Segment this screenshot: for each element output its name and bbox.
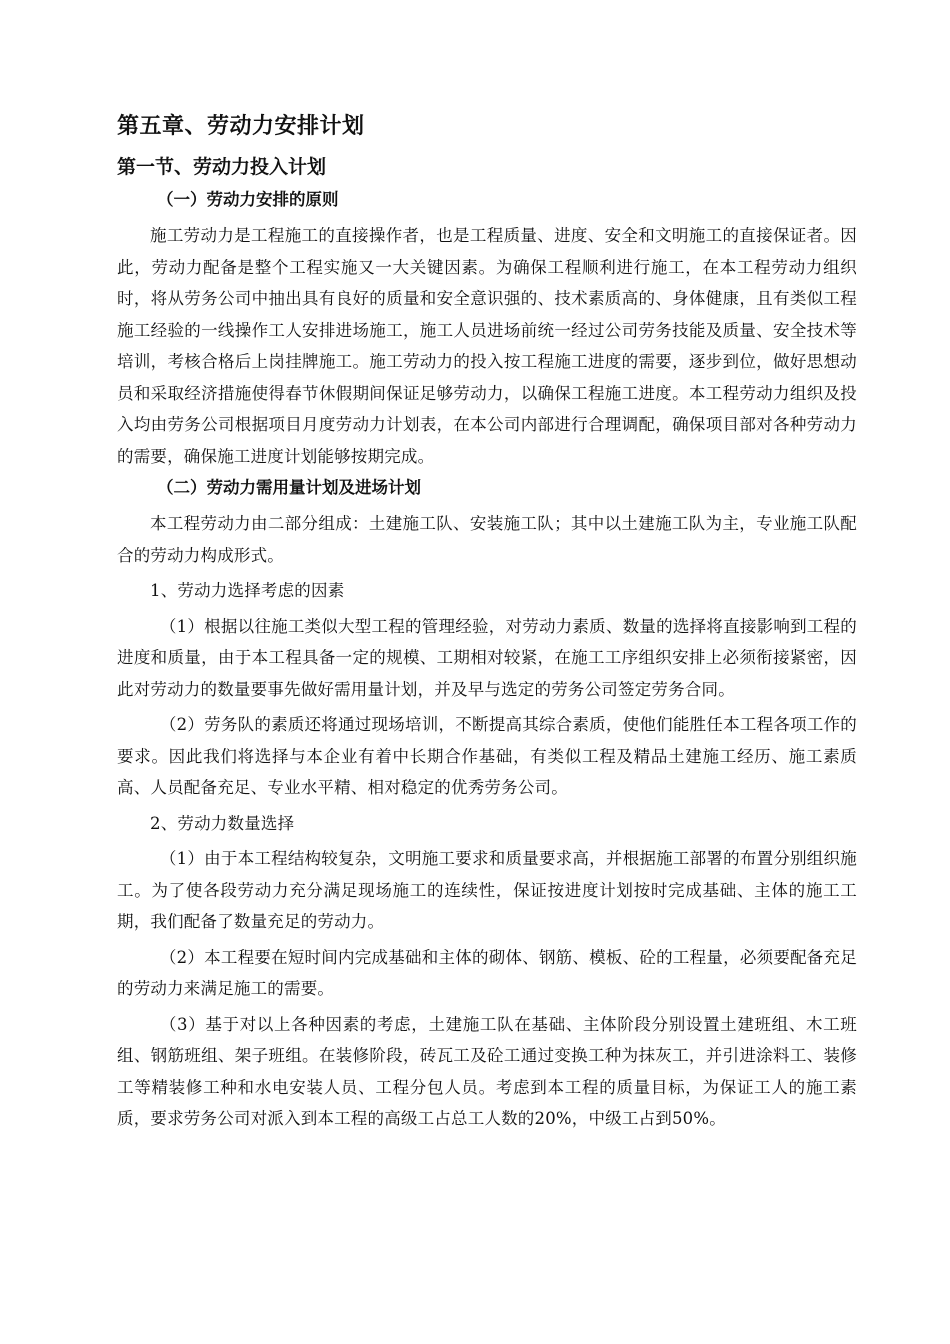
item-heading-selection-factors: 1、劳动力选择考虑的因素 — [150, 581, 345, 600]
document-body — [117, 112, 857, 1139]
list-item-factor-1: （1）根据以往施工类似大型工程的管理经验，对劳动力素质、数量的选择将直接影响到工程的进度和质量，由于本工程具备一定的规模、工期相对较紧，在施工工序组织安排上必须衔接紧密，因此对劳动力的数量要事先做好需用量计划，并及早与选定的劳务公司签定劳务合同。 — [117, 616, 857, 699]
list-item-quantity-2: （2）本工程要在短时间内完成基础和主体的砌体、钢筋、模板、砼的工程量，必须要配备充足的劳动力来满足施工的需要。 — [117, 947, 857, 998]
section-title: 第一节、劳动力投入计划 — [117, 156, 327, 178]
chapter-title: 第五章、劳动力安排计划 — [117, 114, 365, 139]
item-heading-quantity-selection: 2、劳动力数量选择 — [150, 813, 295, 833]
list-item-quantity-3: （3）基于对以上各种因素的考虑，土建施工队在基础、主体阶段分别设置土建班组、木工班组、钢筋班组、架子班组。在装修阶段，砖瓦工及砼工通过变换工种为抹灰工，并引进涂料工、装修工等精装修工种和水电安装人员、工程分包人员。考虑到本工程的质量目标，为保证工人的施工素质，要求劳务公司对派入到本工程的高级工占总工人数的20%，中级工占到50%。 — [117, 1014, 857, 1128]
list-item-factor-2: （2）劳务队的素质还将通过现场培训，不断提高其综合素质，使他们能胜任本工程各项工作的要求。因此我们将选择与本企业有着中长期合作基础，有类似工程及精品土建施工经历、施工素质高、人员配备充足、专业水平精、相对稳定的优秀劳务公司。 — [117, 715, 857, 797]
subsection-title-principles: （一）劳动力安排的原则 — [157, 190, 339, 209]
subsection-title-demand-plan: （二）劳动力需用量计划及进场计划 — [157, 478, 421, 497]
paragraph-principles: 施工劳动力是工程施工的直接操作者，也是工程质量、进度、安全和文明施工的直接保证者。因此，劳动力配备是整个工程实施又一大关键因素。为确保工程顺利进行施工，在本工程劳动力组织时，将从劳务公司中抽出具有良好的质量和安全意识强的、技术素质高的、身体健康，且有类似工程施工经验的一线操作工人安排进场施工，施工人员进场前统一经过公司劳务技能及质量、安全技术等培训，考核合格后上岗挂牌施工。施工劳动力的投入按工程施工进度的需要，逐步到位，做好思想动员和采取经济措施使得春节休假期间保证足够劳动力，以确保工程施工进度。本工程劳动力组织及投入均由劳务公司根据项目月度劳动力计划表，在本公司内部进行合理调配，确保项目部对各种劳动力的需要，确保施工进度计划能够按期完成。 — [117, 226, 857, 466]
paragraph-composition: 本工程劳动力由二部分组成：土建施工队、安装施工队；其中以土建施工队为主，专业施工队配合的劳动力构成形式。 — [117, 514, 857, 565]
list-item-quantity-1: （1）由于本工程结构较复杂，文明施工要求和质量要求高，并根据施工部署的布置分别组织施工。为了使各段劳动力充分满足现场施工的连续性，保证按进度计划按时完成基础、主体的施工工期，我们配备了数量充足的劳动力。 — [117, 849, 857, 931]
